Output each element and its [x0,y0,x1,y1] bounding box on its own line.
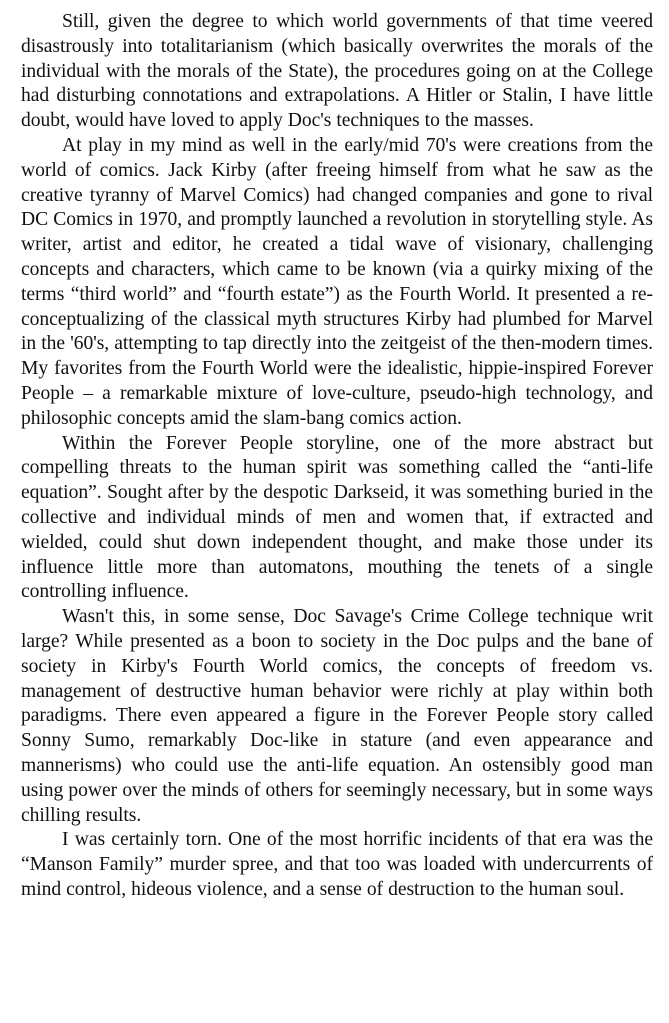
paragraph-kirby-fourth-world: At play in my mind as well in the early/mid 70's were creations from the world of comics. Jack Kirby (after freeing himself from what he saw as the creative tyranny of Marvel Comics) had changed companies and gone to rival DC Comics in 1970, and promptly launched a revolution in storytelling style. As writer, artist and editor, he created a tidal wave of visionary, challenging concepts and characters, which came to be known (via a quirky mixing of the terms “third world” and “fourth estate”) as the Fourth World. It presented a re-conceptualizing of the classical myth structures Kirby had plumbed for Marvel in the '60's, attempting to tap directly into the zeitgeist of the then-modern times. My favorites from the Fourth World were the idealistic, hippie-inspired Forever People – a remarkable mixture of love-culture, pseudo-high technology, and philosophic concepts amid the slam-bang comics action. [21,134,653,429]
paragraph-crime-college: Wasn't this, in some sense, Doc Savage's Crime College technique writ large? While presented as a boon to society in the Doc pulps and the bane of society in Kirby's Fourth World comics, the concepts of freedom vs. management of destructive human behavior were richly at play within both paradigms. There even appeared a figure in the Forever People story called Sonny Sumo, remarkably Doc-like in stature (and even appearance and mannerisms) who could use the anti-life equation. An ostensibly good man using power over the minds of others for seemingly necessary, but in some ways chilling results. [21,606,653,826]
paragraph-totalitarianism: Still, given the degree to which world governments of that time veered disastrously into totalitarianism (which basically overwrites the morals of the individual with the morals of the State), the procedures going on at the College had disturbing connotations and extrapolations. A Hitler or Stalin, I have little doubt, would have loved to apply Doc's techniques to the masses. [21,11,653,132]
paragraph-anti-life-equation: Within the Forever People storyline, one of the more abstract but compelling threats to the human spirit was something called the “anti-life equation”. Sought after by the despotic Darkseid, it was something buried in the collective and individual minds of men and women that, if extracted and wielded, could shut down independent thought, and make those under its influence little more than automatons, mouthing the tenets of a single controlling influence. [21,432,653,603]
paragraph-manson-family: I was certainly torn. One of the most horrific incidents of that era was the “Manson Family” murder spree, and that too was loaded with undercurrents of mind control, hideous violence, and a sense of destruction to the human soul. [21,829,653,900]
